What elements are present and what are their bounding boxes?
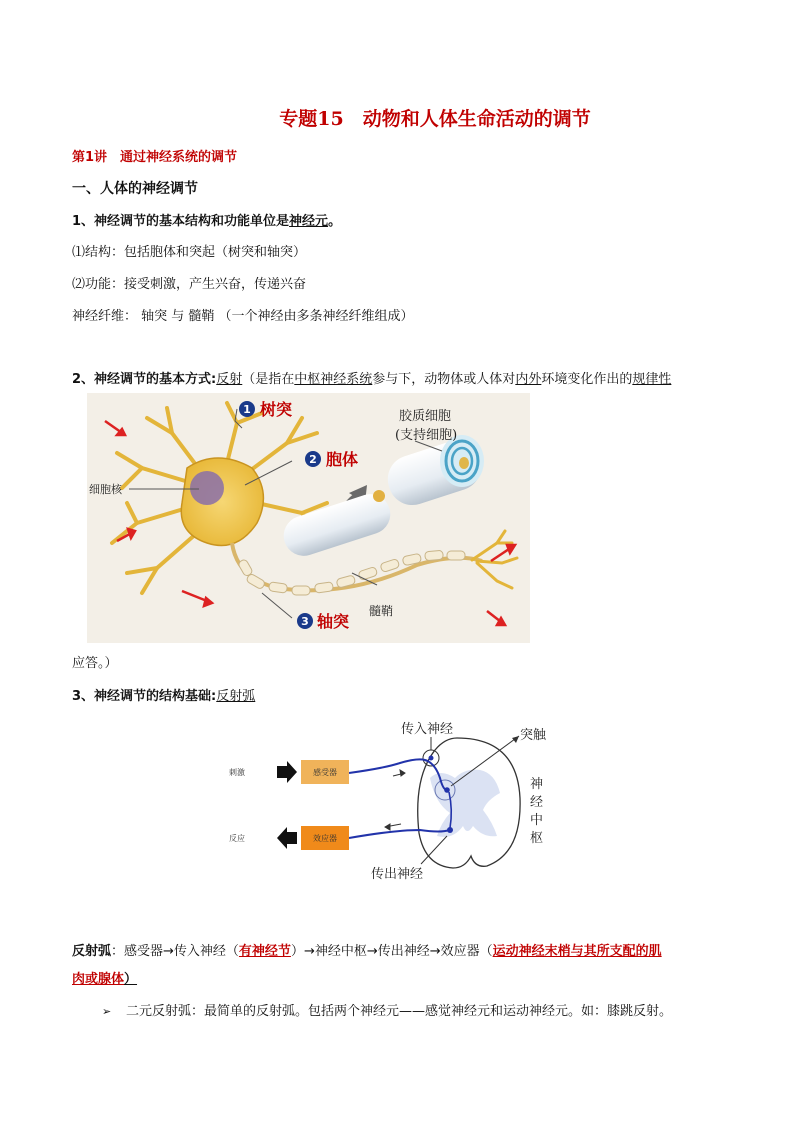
point-2-text-b: 参与下，动物体或人体对: [372, 372, 516, 387]
env-term: 内外: [515, 372, 542, 387]
efferent-label: 传出神经: [371, 867, 424, 882]
reflex-term: 反射: [216, 372, 243, 387]
page-title: 专题15 动物和人体生命活动的调节: [279, 108, 591, 130]
answer-line: 应答。）: [72, 656, 118, 671]
point-3: [72, 685, 255, 704]
point-2: [72, 368, 671, 387]
nucleus-shape: [190, 471, 224, 505]
center-label-2: 经: [530, 795, 544, 810]
reflex-arc-diagram: [225, 718, 570, 893]
center-label-4: 枢: [530, 831, 544, 846]
reflex-arc-close: ）: [124, 972, 138, 987]
neuron-diagram: [87, 393, 530, 643]
axon-label: 轴突: [317, 612, 350, 631]
reflex-arc-text-b: ）→神经中枢→传出神经→效应器（: [290, 944, 493, 959]
synapse-label: 突触: [520, 728, 547, 743]
soma-label: 胞体: [326, 450, 359, 469]
point-2-text-a: （是指在: [242, 372, 295, 387]
effector-definition-2: 肉或腺体: [72, 972, 125, 987]
point-1: [72, 210, 341, 229]
point-3-heading: 3、神经调节的结构基础:: [72, 689, 217, 704]
effector-label: 效应器: [313, 834, 337, 843]
cns-term: 中枢神经系统: [294, 372, 373, 387]
afferent-label: 传入神经: [401, 722, 454, 737]
stimulus-label: 刺激: [229, 768, 245, 777]
response-label: 反应: [229, 834, 245, 843]
structure-line: ⑴结构：包括胞体和突起（树突和轴突）: [72, 245, 307, 260]
dendrite-label: 树突: [260, 400, 293, 419]
bullet-item: [102, 1000, 672, 1019]
reflex-arc-term: 反射弧: [216, 689, 256, 704]
nucleus-label: 细胞核: [89, 483, 122, 496]
section-heading: 一、人体的神经调节: [72, 181, 198, 197]
glia-label: 胶质细胞: [399, 409, 452, 424]
reflex-arc-label: 反射弧: [72, 944, 112, 959]
axon-number: 3: [301, 615, 309, 628]
point-1-term: 神经元: [289, 214, 329, 229]
point-1-text: 1、神经调节的基本结构和功能单位是: [72, 214, 290, 229]
ganglion-term: 有神经节: [238, 944, 291, 959]
glia-sub-label: (支持细胞): [395, 428, 458, 443]
function-line: ⑵功能：接受刺激，产生兴奋，传递兴奋: [72, 277, 307, 292]
dendrite-number: 1: [243, 403, 251, 416]
point-2-heading: 2、神经调节的基本方式:: [72, 372, 217, 387]
center-label-1: 神: [530, 777, 544, 792]
effector-definition: 运动神经末梢与其所支配的肌: [492, 944, 662, 959]
receptor-label: 感受器: [313, 768, 337, 777]
bullet-text: 二元反射弧：最简单的反射弧。包括两个神经元——感觉神经元和运动神经元。如：膝跳反射。: [126, 1004, 673, 1019]
reflex-arc-line-2: [72, 968, 137, 987]
fiber-line: 神经纤维： 轴突 与 髓鞘 （一个神经由多条神经纤维组成）: [72, 309, 414, 324]
point-1-suffix: 。: [328, 214, 342, 229]
center-label-3: 中: [530, 813, 544, 828]
lecture-heading: 第1讲 通过神经系统的调节: [72, 150, 238, 165]
regularity-term: 规律性: [632, 372, 672, 387]
soma-number: 2: [309, 453, 317, 466]
response-arrow: [277, 827, 297, 849]
bullet-arrow-icon: ➢: [102, 1005, 112, 1018]
point-2-text-c: 环境变化作出的: [541, 372, 633, 387]
myelin-label: 髓鞘: [369, 604, 394, 618]
stimulus-arrow: [277, 761, 297, 783]
reflex-arc-text-a: ：感受器→传入神经（: [111, 944, 239, 959]
reflex-arc-line: [72, 940, 662, 959]
